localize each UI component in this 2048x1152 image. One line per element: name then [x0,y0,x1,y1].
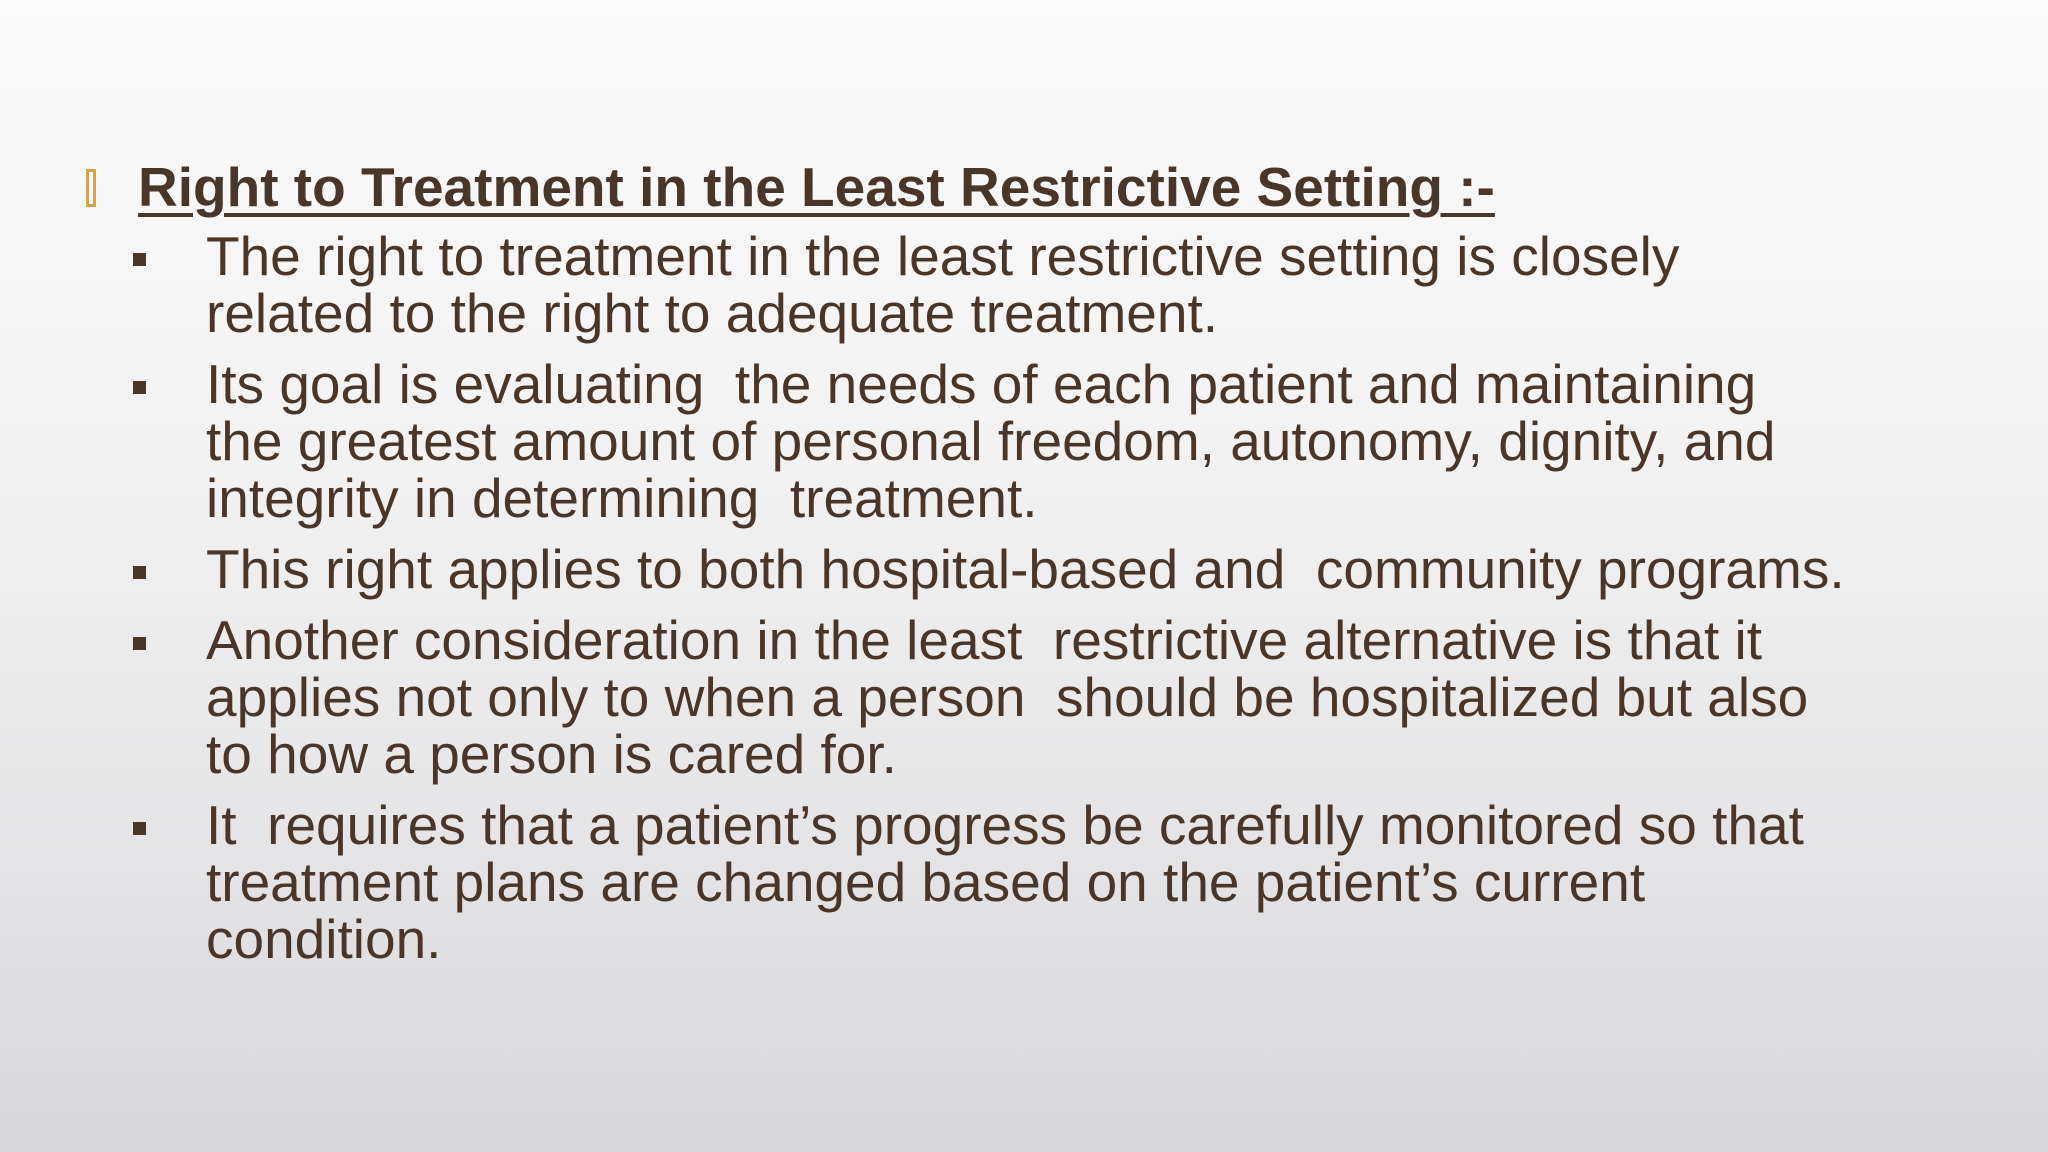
bullet-text [206,353,1776,529]
bullet-list [133,225,2023,982]
slide-heading-row [86,152,1495,222]
bullet-line: Its goal is evaluating the needs of each patient and maintaining [206,353,1757,415]
bullet-line: applies not only to when a person should be hospitalized but also [206,666,1809,728]
bullet-text [206,609,1809,785]
bullet-text [206,794,1804,970]
bullet-item [133,225,2023,344]
bullet-line: treatment plans are changed based on the patient’s current [206,851,1646,913]
bullet-line: the greatest amount of personal freedom, autonomy, dignity, and [206,410,1776,472]
bullet-line: The right to treatment in the least restrictive setting is closely [206,225,1680,287]
bullet-text [206,538,1845,600]
bullet-item [133,538,2023,600]
bullet-item [133,609,2023,785]
square-bullet-icon [133,566,146,579]
bullet-line: condition. [206,908,442,970]
bullet-line: Another consideration in the least restrictive alternative is that it [206,609,1763,671]
square-bullet-icon [133,822,146,835]
bullet-item [133,794,2023,970]
bullet-line: It requires that a patient’s progress be carefully monitored so that [206,794,1804,856]
square-bullet-icon [133,381,146,394]
bullet-line: to how a person is cared for. [206,723,897,785]
bullet-text [206,225,1680,344]
slide-heading: Right to Treatment in the Least Restrictive Setting :- [138,156,1495,218]
square-bullet-icon [133,253,146,266]
square-bullet-icon [133,637,146,650]
bullet-item [133,353,2023,529]
square-bullet-icon [86,169,96,207]
bullet-line: integrity in determining treatment. [206,467,1038,529]
bullet-line: This right applies to both hospital-based and community programs. [206,538,1845,600]
bullet-line: related to the right to adequate treatment. [206,282,1219,344]
